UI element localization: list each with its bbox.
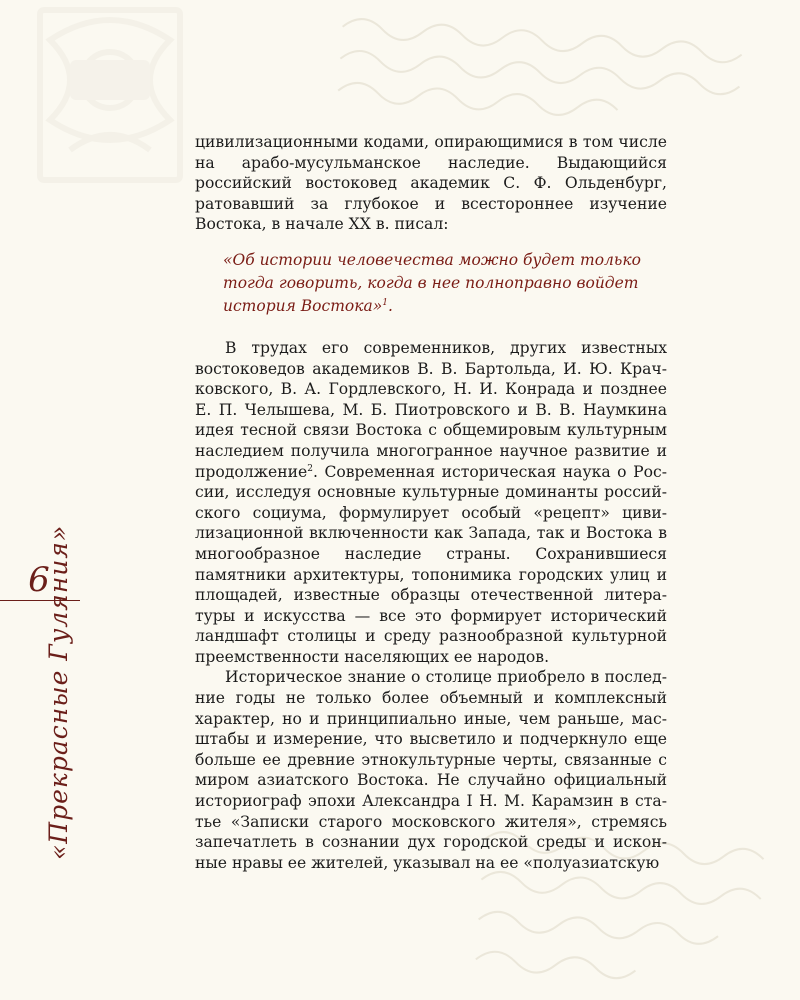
footnote-ref-1: 1: [382, 297, 388, 308]
block-quote: «Об истории человечества можно будет только тогда говорить, когда в нее полноправно войдет история Востока»$^1$.: [223, 250, 641, 315]
running-title: «Прекрасные Гуляния»: [44, 524, 73, 860]
page-number: 6: [28, 560, 50, 600]
paragraph-2-part-b: . Современная историческая наука о России, исследуя основные культурные доминанты российского социума, формулирует особый «рецепт» цивилизационной включенности как Запада, так и Востока в многообразное наследие страны. Сохранившиеся памятники архитектуры, топонимика городских улиц и площадей, известные образцы отечественной литературы и искусства — все это формирует исторический ландшафт столицы и среду разнообразной культурной преемственности населяющих ее народов.: [195, 462, 667, 666]
handwriting-watermark-top: [326, 0, 793, 148]
text-column: [195, 132, 667, 873]
paragraph-1: цивилизационными кодами, опирающимися в том числе на арабо-мусульманское наследие. Выдающийся российский востоковед академик С. Ф. Ольденбург, ратовавший за глубокое и всестороннее изучение Востока, в начале XX в. писал:: [195, 133, 667, 234]
paragraph-2-part-a: В трудах его современников, других известных востоковедов академиков В. В. Бартольда, И. Ю. Крачковского, В. А. Гордлевского, Н. И. Конрада и позднее Е. П. Челышева, М. Б. Пиотровского и В. В. Наумкина идея тесной связи Востока с общемировым культурным наследием получила многогранное научное развитие и продолжение: [195, 338, 667, 481]
paragraph-3: Историческое знание о столице приобрело в последние годы не только более объемный и комплексный характер, но и принципиально иные, чем раньше, масштабы и измерение, что высветило и подчеркнуло еще больше ее древние этнокультурные черты, связанные с миром азиатского Востока. Не случайно официальный историограф эпохи Александра I Н. М. Карамзин в статье «Записки старого московского жителя», стремясь запечатлеть в сознании дух городской среды и исконные нравы ее жителей, указывал на ее «полуазиатскую: [195, 668, 667, 872]
paragraph-2: [195, 338, 667, 668]
quote-text: «Об истории человечества можно будет только тогда говорить, когда в нее полноправно войдет история Востока»: [223, 250, 641, 315]
footnote-ref-2: 2: [307, 463, 313, 474]
